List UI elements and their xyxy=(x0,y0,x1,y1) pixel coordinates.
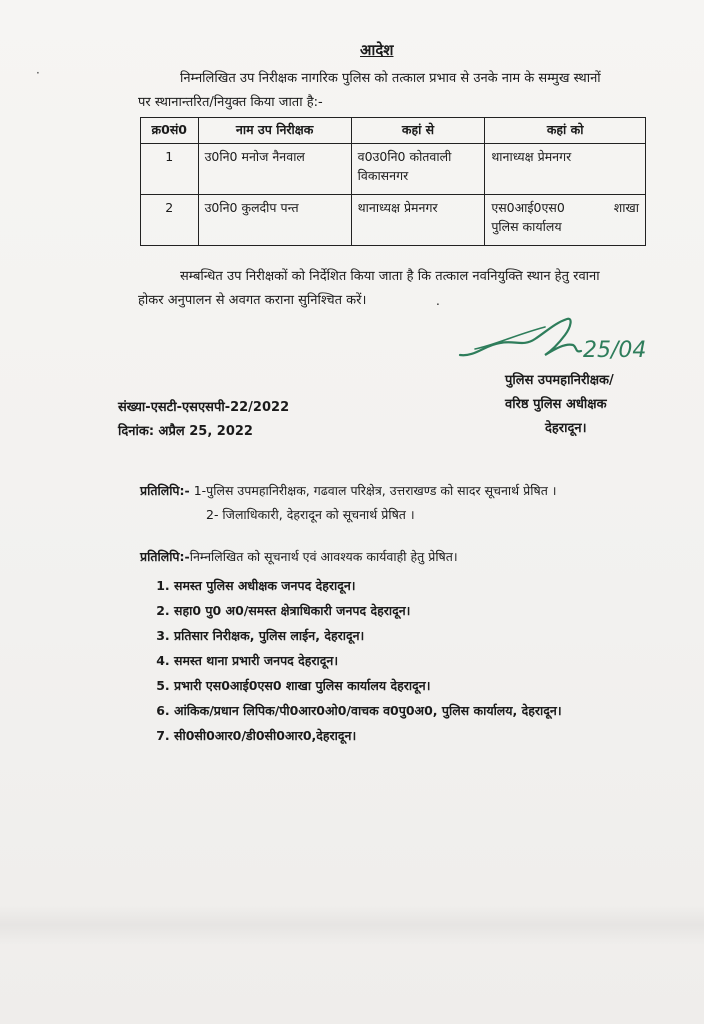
cell-name: उ0नि0 कुलदीप पन्त xyxy=(198,195,351,246)
list-item: 1. समस्त पुलिस अधीक्षक जनपद देहरादून। xyxy=(174,573,562,598)
cell-to xyxy=(485,144,646,195)
copy-section-2 xyxy=(140,548,458,565)
intro-line-1: निम्नलिखित उप निरीक्षक नागरिक पुलिस को तत्काल प्रभाव से उनके नाम के सम्मुख स्थानों xyxy=(180,71,601,86)
scan-speck: . xyxy=(436,294,440,308)
cell-from-line-2: विकासनगर xyxy=(357,168,409,183)
cell-to-line-1a: थानाध्यक्ष प्रेमनगर xyxy=(491,149,572,164)
table-row xyxy=(141,195,646,246)
copy-section-1 xyxy=(140,482,557,499)
cell-to-line-1b: शाखा xyxy=(613,200,639,215)
copy-item-1: 1-पुलिस उपमहानिरीक्षक, गढवाल परिक्षेत्र, उत्तराखण्ड को सादर सूचनार्थ प्रेषित । xyxy=(193,483,557,498)
cell-from-line-1: व0उ0नि0 कोतवाली xyxy=(357,149,452,164)
cell-to xyxy=(485,195,646,246)
instruction-line-1: सम्बन्धित उप निरीक्षकों को निर्देशित किया जाता है कि तत्काल नवनियुक्ति स्थान हेतु रवाना xyxy=(180,269,600,284)
list-item: 3. प्रतिसार निरीक्षक, पुलिस लाईन, देहरादून। xyxy=(174,623,562,648)
list-item: 4. समस्त थाना प्रभारी जनपद देहरादून। xyxy=(174,648,562,673)
header-to: कहां को xyxy=(485,118,646,144)
signature-date: 25/04 xyxy=(583,338,647,363)
header-serial: क्र0सं0 xyxy=(141,118,199,144)
header-from: कहां से xyxy=(351,118,485,144)
cell-name: उ0नि0 मनोज नैनवाल xyxy=(198,144,351,195)
copy-label: प्रतिलिपि:- xyxy=(140,483,190,498)
cell-from-line-1: थानाध्यक्ष प्रेमनगर xyxy=(357,200,438,215)
copy-text: निम्नलिखित को सूचनार्थ एवं आवश्यक कार्यवाही हेतु प्रेषित। xyxy=(189,549,458,564)
reference-date: दिनांक: अप्रैल 25, 2022 xyxy=(118,424,253,439)
cell-from xyxy=(351,144,485,195)
cell-serial: 2 xyxy=(141,195,199,246)
list-item: 6. आंकिक/प्रधान लिपिक/पी0आर0ओ0/वाचक व0पु0अ0, पुलिस कार्यालय, देहरादून। xyxy=(174,698,562,723)
list-item: 2. सहा0 पु0 अ0/समस्त क्षेत्राधिकारी जनपद देहरादून। xyxy=(174,598,562,623)
scan-speck: · xyxy=(36,66,40,80)
list-item: 5. प्रभारी एस0आई0एस0 शाखा पुलिस कार्यालय देहरादून। xyxy=(174,673,562,698)
header-name: नाम उप निरीक्षक xyxy=(198,118,351,144)
table-header-row xyxy=(141,118,646,144)
recipient-list xyxy=(150,573,562,748)
paper-fold-shadow xyxy=(0,905,704,945)
cell-to-line-2: पुलिस कार्यालय xyxy=(491,219,562,234)
cell-to-line-1a: एस0आई0एस0 xyxy=(491,200,565,215)
cell-serial: 1 xyxy=(141,144,199,195)
reference-number: संख्या-एसटी-एसएसपी-22/2022 xyxy=(118,400,290,415)
designation-line-2: वरिष्ठ पुलिस अधीक्षक xyxy=(505,397,607,412)
list-item: 7. सी0सी0आर0/डी0सी0आर0,देहरादून। xyxy=(174,723,562,748)
instruction-line-2: होकर अनुपालन से अवगत कराना सुनिश्चित करें। xyxy=(138,293,367,308)
cell-from xyxy=(351,195,485,246)
designation-place: देहरादून। xyxy=(545,421,587,436)
order-title: आदेश xyxy=(360,41,394,59)
designation-line-1: पुलिस उपमहानिरीक्षक/ xyxy=(505,373,614,388)
handwritten-signature xyxy=(455,305,665,375)
table-row xyxy=(141,144,646,195)
intro-line-2: पर स्थानान्तरित/नियुक्त किया जाता है:- xyxy=(138,95,323,110)
copy-item-2: 2- जिलाधिकारी, देहरादून को सूचनार्थ प्रेषित । xyxy=(206,507,415,522)
transfer-table xyxy=(140,117,646,246)
copy-label: प्रतिलिपि:- xyxy=(140,549,190,564)
